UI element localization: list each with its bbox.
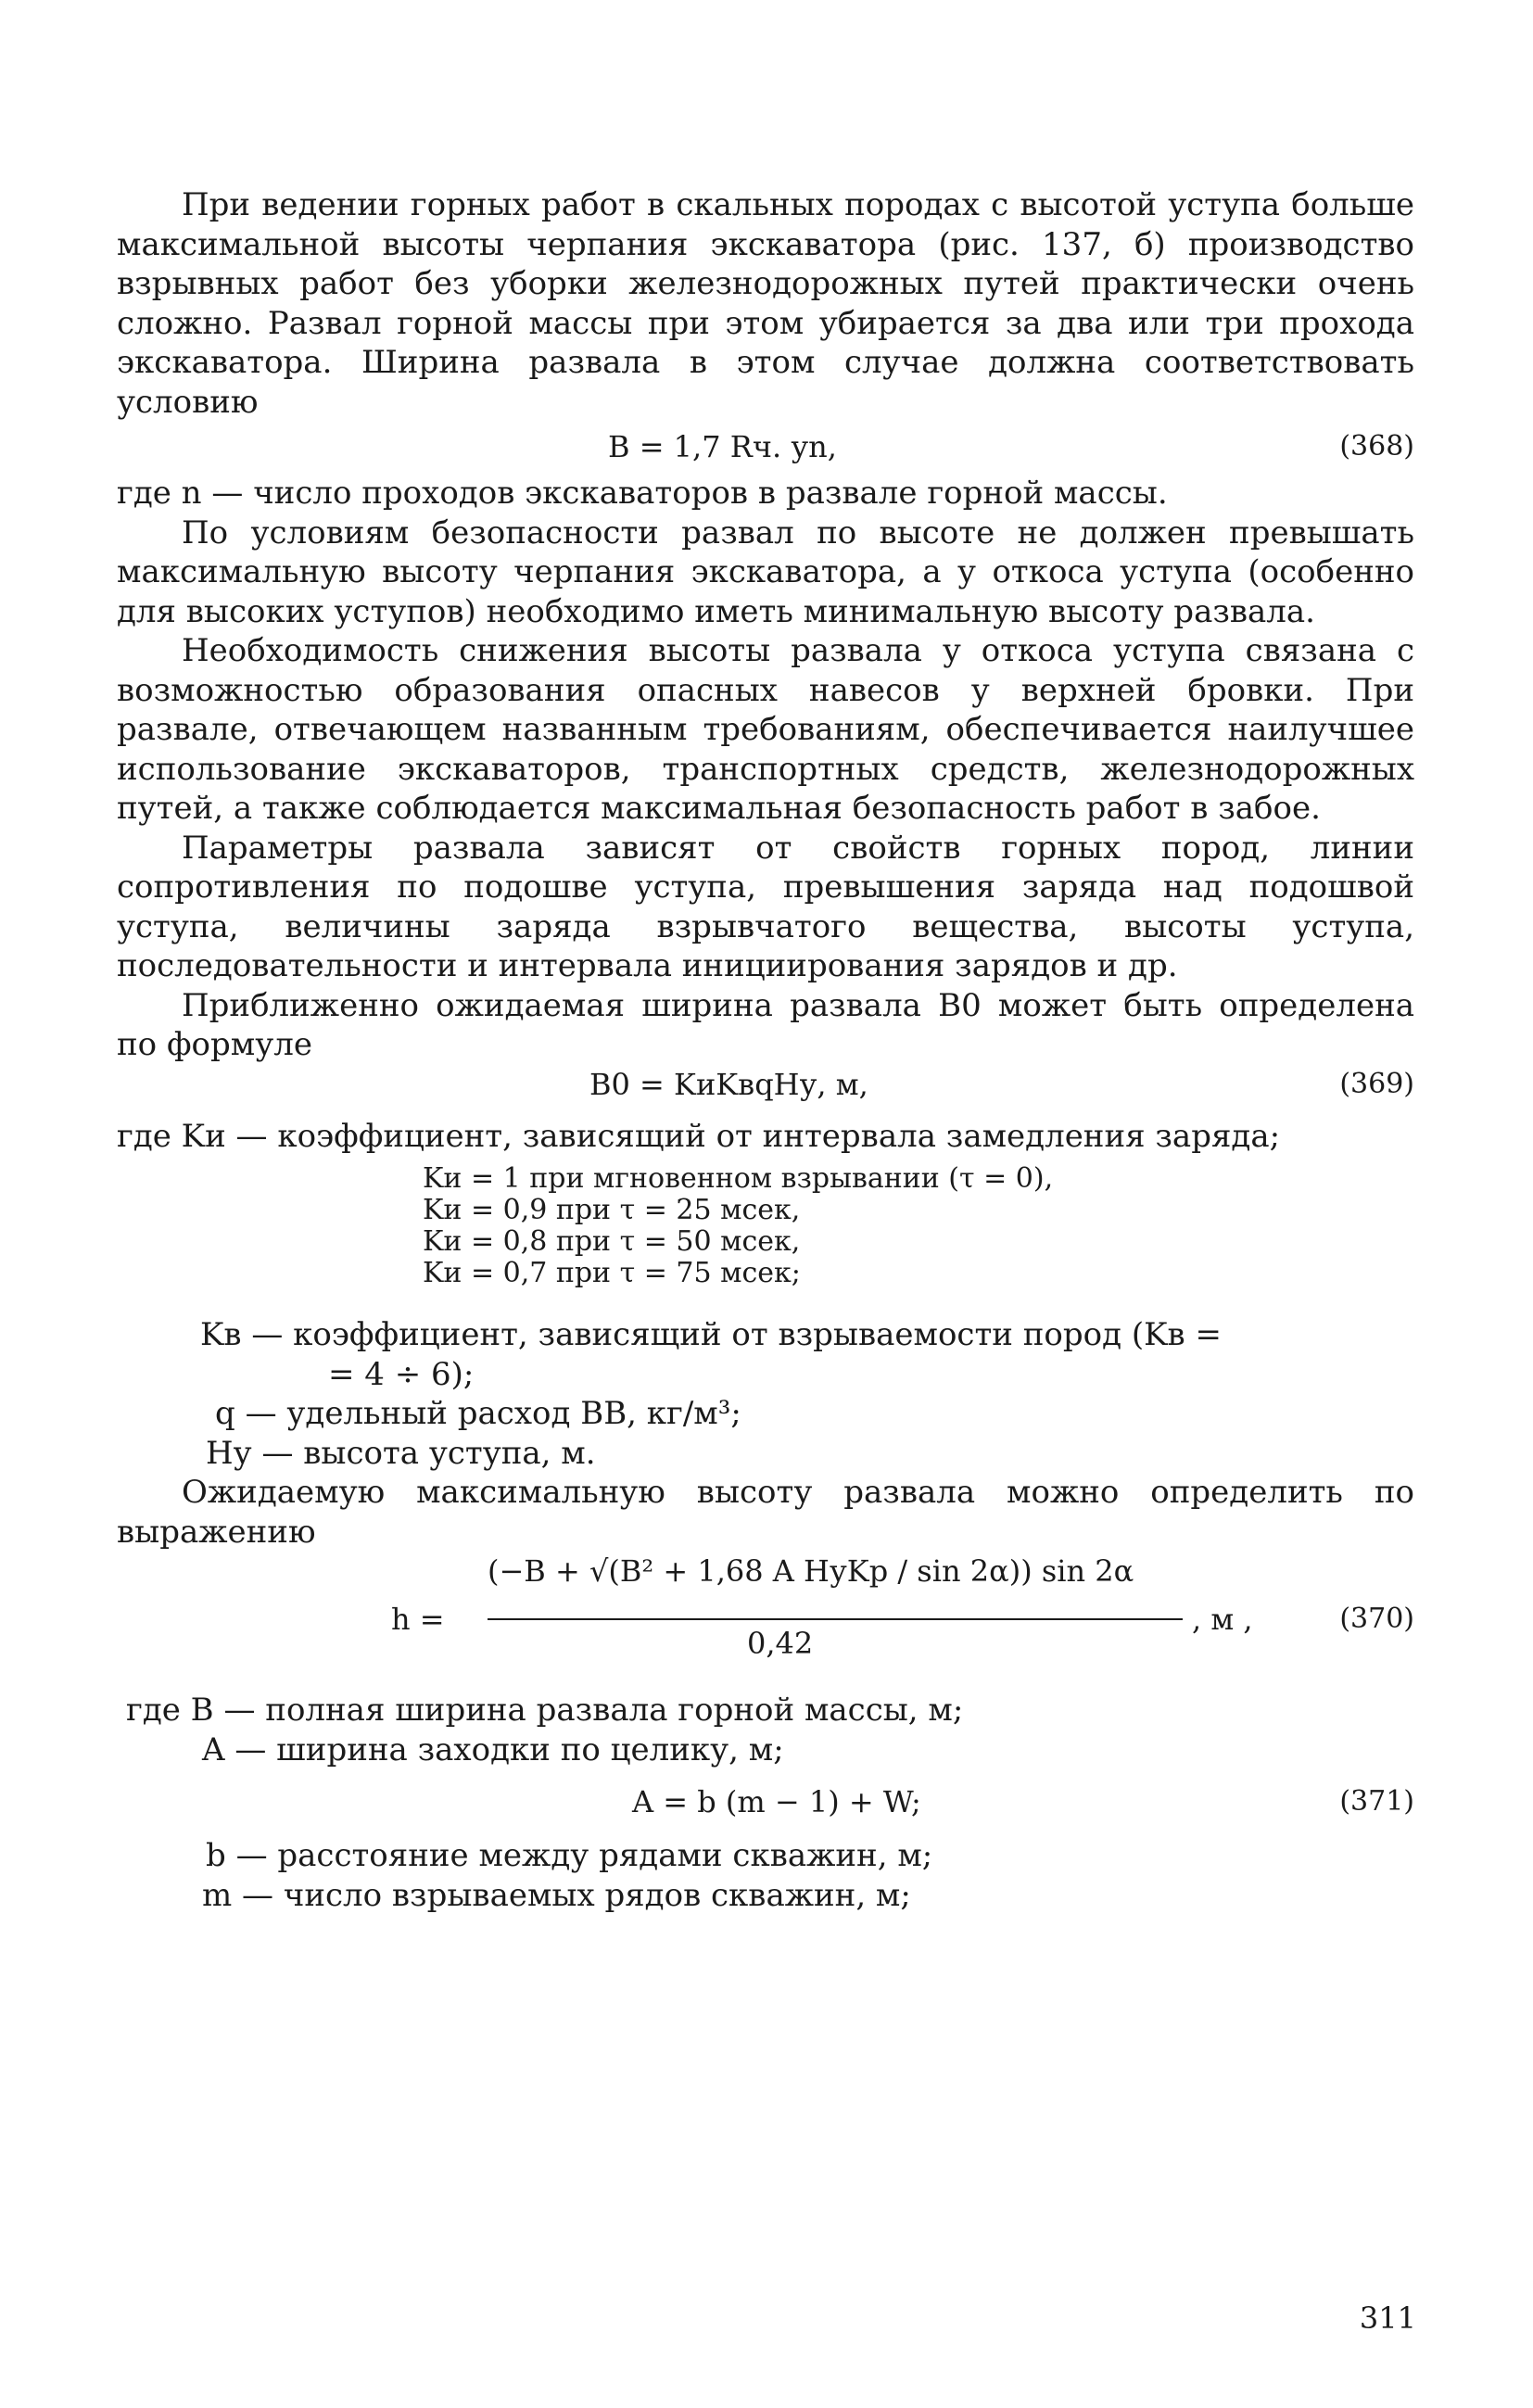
definitions-block-2 <box>117 1691 1414 1769</box>
paragraph-safety: По условиям безопасности развал по высоте не должен превышать максимальную высоту черпания экскаватора, а у откоса уступа (особенно для высоких уступов) необходимо иметь минимальную высоту развала. <box>117 513 1414 630</box>
paragraph-max-height: Ожидаемую максимальную высоту развала можно определить по выражению <box>117 1474 1414 1551</box>
text-column <box>117 185 1414 1915</box>
paragraph-height-reduction: Необходимость снижения высоты развала у откоса уступа связана с возможностью образования опасных навесов у верхней бровки. При развале, отвечающем названным требованиям, обеспечивается наилучшее использование экскаваторов, транспортных средств, железнодорожных путей, а также соблюдается максимальная безопасность работ в забое. <box>117 632 1414 827</box>
paragraph-blasting-intro: При ведении горных работ в скальных породах с высотой уступа больше максимальной высоты черпания экскаватора (рис. 137, б) производство взрывных работ без уборки железнодорожных путей практически очень сложно. Развал горной массы при этом убирается за два или три прохода экскаватора. Ширина развала в этом случае должна соответствовать условию <box>117 186 1414 421</box>
definitions-block <box>117 1315 1414 1473</box>
definition-a: A — ширина заходки по целику, м; <box>202 1730 784 1768</box>
definition-n: где n — число проходов экскаваторов в развале горной массы. <box>117 475 1168 512</box>
equation-368 <box>117 422 1414 474</box>
definition-ki: где Kи — коэффициент, зависящий от интервала замедления заряда; <box>117 1117 1281 1155</box>
ki-conditions-list <box>423 1163 1414 1289</box>
equation-370 <box>117 1552 1414 1681</box>
equation-369-number: (369) <box>1339 1067 1414 1100</box>
equation-370-number: (370) <box>1339 1603 1414 1635</box>
equation-371-formula: A = b (m − 1) + W; <box>632 1784 921 1819</box>
ki-condition: Kи = 0,8 при τ = 50 мсек, <box>423 1225 801 1258</box>
equation-368-number: (368) <box>1339 430 1414 463</box>
definition-q: q — удельный расход ВВ, кг/м³; <box>215 1395 741 1432</box>
equation-371 <box>117 1779 1414 1831</box>
definition-hy: Hу — высота уступа, м. <box>206 1434 596 1472</box>
definition-m: m — число взрываемых рядов скважин, м; <box>202 1876 911 1914</box>
equation-368-formula: B = 1,7 Rч. уn, <box>608 429 837 464</box>
ki-condition: Kи = 0,9 при τ = 25 мсек, <box>423 1194 801 1226</box>
equation-369 <box>117 1065 1414 1117</box>
equation-370-denominator: 0,42 <box>747 1626 814 1661</box>
equation-370-lhs: h = <box>391 1602 445 1637</box>
definition-kv-range: = 4 ÷ 6); <box>328 1355 475 1393</box>
equation-370-numerator: (−B + √(B² + 1,68 A HуKр / sin 2α)) sin 2α <box>488 1553 1134 1589</box>
definition-b-rows: b — расстояние между рядами скважин, м; <box>206 1837 933 1874</box>
equation-370-unit: , м , <box>1192 1602 1253 1637</box>
ki-condition: Kи = 1 при мгновенном взрывании (τ = 0), <box>423 1162 1054 1195</box>
ki-condition: Kи = 0,7 при τ = 75 мсек; <box>423 1257 801 1289</box>
paragraph-parameters: Параметры развала зависят от свойств горных пород, линии сопротивления по подошве уступа, превышения заряда над подошвой уступа, величины заряда взрывчатого вещества, высоты уступа, последовательности и интервала инициирования зарядов и др. <box>117 829 1414 984</box>
definitions-block-3 <box>117 1836 1414 1915</box>
equation-371-number: (371) <box>1339 1785 1414 1818</box>
definition-kv: Kв — коэффициент, зависящий от взрываемости пород (Kв = <box>200 1316 1222 1353</box>
page-number: 311 <box>1359 2300 1416 2336</box>
paragraph-approx-width: Приближенно ожидаемая ширина развала B0 может быть определена по формуле <box>117 986 1414 1063</box>
equation-369-formula: B0 = KиKвqHу, м, <box>589 1066 868 1102</box>
fraction-bar <box>488 1618 1183 1620</box>
definition-b-width: где B — полная ширина развала горной массы, м; <box>126 1692 964 1729</box>
